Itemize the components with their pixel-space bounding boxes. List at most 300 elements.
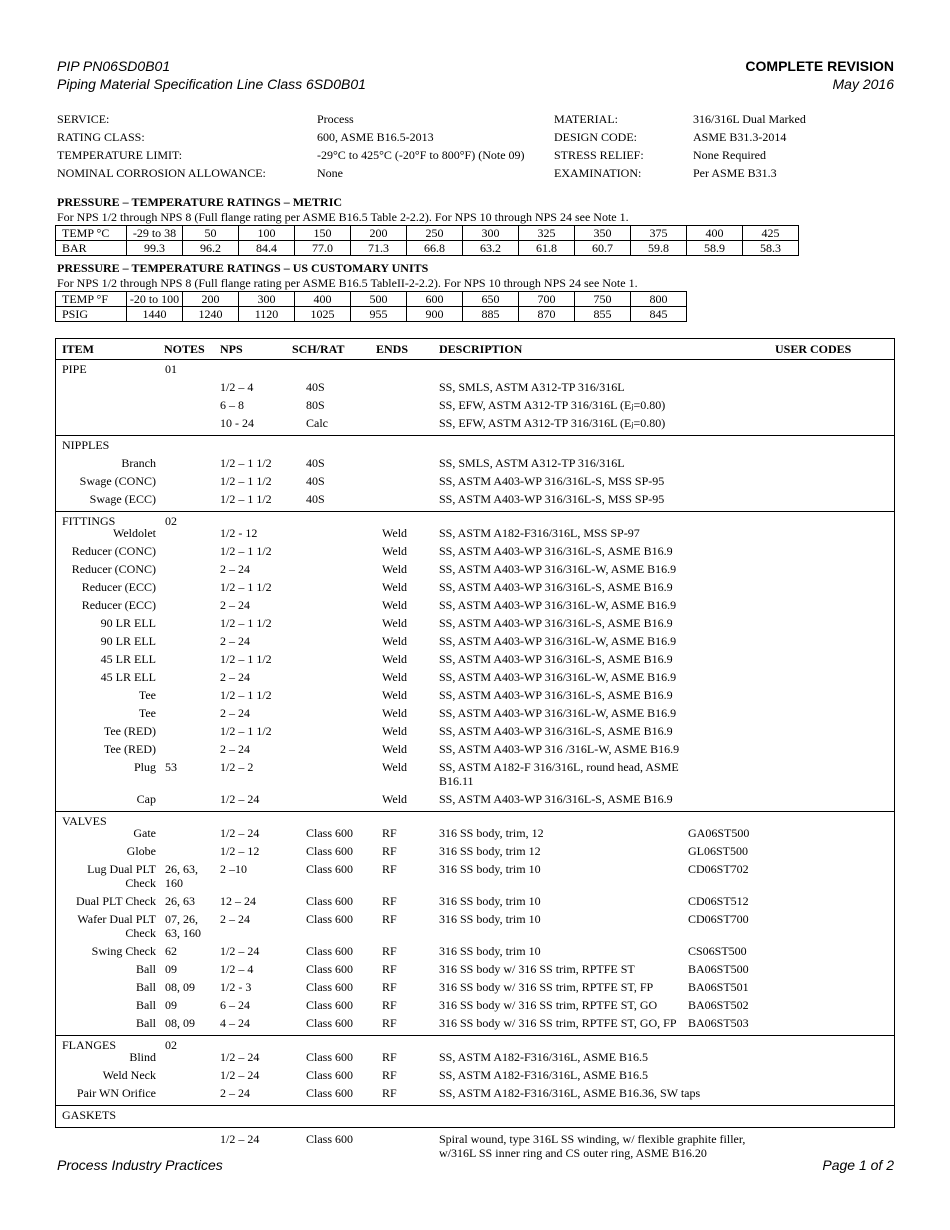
description-cell: 316 SS body, trim 10 [439,912,541,926]
description-cell: SS, ASTM A182-F316/316L, MSS SP-97 [439,526,640,540]
metric-note: For NPS 1/2 through NPS 8 (Full flange rating per ASME B16.5 Table 2-2.2). For NPS 10 through NPS 24 see Note 1. [57,210,629,224]
item-cell: Ball [136,998,156,1012]
group-name: VALVES [62,814,107,828]
table-row [56,542,894,560]
us-title: PRESSURE – TEMPERATURE RATINGS – US CUSTOMARY UNITS [57,261,429,275]
table-row [56,722,894,740]
nps-cell: 1/2 – 1 1/2 [220,492,272,506]
sch-rat-cell: 40S [306,474,325,488]
table-row [56,1048,894,1066]
metric-pressure-cell: 60.7 [575,241,631,256]
description-cell: SS, ASTM A403-WP 316/316L-S, ASME B16.9 [439,792,673,806]
info-row: TEMPERATURE LIMIT: -29°C to 425°C (-20°F to 800°F) (Note 09) [57,148,525,162]
notes-cell: 53 [165,760,177,774]
item-cell: Ball [136,1016,156,1030]
metric-pressure-label: BAR [56,241,127,256]
us-temp-cell: 300 [239,292,295,307]
ends-cell: Weld [382,724,408,738]
description-cell: 316 SS body w/ 316 SS trim, RPTFE ST, FP [439,980,654,994]
table-row [56,1084,894,1102]
table-row [56,614,894,632]
sch-rat-cell: Class 600 [306,894,354,908]
notes-cell: 26, 63, 160 [165,862,198,890]
ends-cell: RF [382,844,397,858]
nps-cell: 1/2 – 1 1/2 [220,688,272,702]
description-cell: Spiral wound, type 316L SS winding, w/ flexible graphite filler, w/316L SS inner ring and CS outer ring, ASME B16.20 [439,1132,746,1160]
group-name: FITTINGS [62,514,116,528]
us-pressure-cell: 1440 [127,307,183,322]
doc-id: PIP PN06SD0B01 [57,58,171,74]
sch-rat-cell: Class 600 [306,862,354,876]
table-row [56,524,894,542]
notes-cell: 26, 63 [165,894,195,908]
group-flanges [56,1035,894,1106]
metric-pressure-cell: 63.2 [463,241,519,256]
table-row [56,996,894,1014]
nps-cell: 1/2 – 24 [220,792,260,806]
ends-cell: RF [382,998,397,1012]
metric-temp-cell: 50 [183,226,239,241]
us-temp-cell: 700 [519,292,575,307]
group-name: NIPPLES [62,438,110,452]
footer-publisher: Process Industry Practices [57,1157,223,1173]
revision-label: COMPLETE REVISION [745,58,894,74]
item-cell: Tee [138,688,156,702]
us-temp-cell: 200 [183,292,239,307]
us-temp-cell: 400 [295,292,351,307]
metric-temp-row [56,226,799,241]
table-row [56,632,894,650]
description-cell: SS, ASTM A182-F316/316L, ASME B16.5 [439,1050,649,1064]
nps-cell: 1/2 – 1 1/2 [220,474,272,488]
nps-cell: 4 – 24 [220,1016,250,1030]
us-pressure-cell: 845 [631,307,687,322]
item-cell: Plug [133,760,156,774]
ends-cell: RF [382,912,397,926]
ends-cell: RF [382,1068,397,1082]
table-row [56,704,894,722]
description-cell: 316 SS body, trim 10 [439,944,541,958]
metric-temp-cell: 300 [463,226,519,241]
nps-cell: 6 – 24 [220,998,250,1012]
item-cell: Dual PLT Check [76,894,156,908]
nps-cell: 2 – 24 [220,634,250,648]
doc-title: Piping Material Specification Line Class 6SD0B01 [57,76,366,92]
table-row [56,842,894,860]
metric-pressure-cell: 58.9 [687,241,743,256]
item-cell: Globe [126,844,156,858]
item-cell: Reducer (ECC) [81,598,156,612]
sch-rat-cell: Class 600 [306,998,354,1012]
item-cell: Weldolet [112,526,156,540]
item-cell: Lug Dual PLT Check [87,862,156,890]
us-note: For NPS 1/2 through NPS 8 (Full flange rating per ASME B16.5 TableII-2-2.2). For NPS 10 through NPS 24 see Note 1. [57,276,638,290]
nps-cell: 1/2 - 3 [220,980,252,994]
metric-pressure-cell: 61.8 [519,241,575,256]
sch-rat-cell: Class 600 [306,1068,354,1082]
nps-cell: 1/2 – 1 1/2 [220,724,272,738]
item-cell: Tee (RED) [103,742,156,756]
document-header-left [57,57,366,93]
description-cell: SS, ASTM A403-WP 316/316L-W, ASME B16.9 [439,562,677,576]
us-temp-cell: 800 [631,292,687,307]
col-notes: NOTES [164,342,205,356]
table-row [56,378,894,396]
description-cell: SS, ASTM A182-F316/316L, ASME B16.36, SW taps [439,1086,701,1100]
table-row [56,1066,894,1084]
user-code-cell: CD06ST702 [688,862,749,876]
ends-cell: RF [382,826,397,840]
notes-cell: 62 [165,944,177,958]
user-code-cell: CD06ST512 [688,894,749,908]
info-row: STRESS RELIEF: None Required [554,148,766,162]
table-row [56,650,894,668]
description-cell: SS, EFW, ASTM A312-TP 316/316L (Eⱼ=0.80) [439,398,666,412]
item-cell: Reducer (ECC) [81,580,156,594]
nps-cell: 1/2 – 4 [220,380,254,394]
table-row [56,892,894,910]
sch-rat-cell: Class 600 [306,980,354,994]
sch-rat-cell: Class 600 [306,844,354,858]
metric-pressure-row [56,241,799,256]
ends-cell: Weld [382,792,408,806]
description-cell: SS, ASTM A403-WP 316/316L-S, MSS SP-95 [439,492,665,506]
nps-cell: 2 – 24 [220,598,250,612]
sch-rat-cell: 40S [306,456,325,470]
ends-cell: Weld [382,580,408,594]
metric-pressure-cell: 66.8 [407,241,463,256]
description-cell: 316 SS body, trim, 12 [439,826,544,840]
us-pressure-cell: 955 [351,307,407,322]
table-row [56,790,894,808]
user-code-cell: CS06ST500 [688,944,747,958]
description-cell: SS, SMLS, ASTM A312-TP 316/316L [439,456,625,470]
user-code-cell: BA06ST501 [688,980,749,994]
description-cell: SS, ASTM A182-F 316/316L, round head, ASME B16.11 [439,760,679,788]
table-row [56,490,894,508]
us-temp-cell: 650 [463,292,519,307]
metric-temp-cell: 325 [519,226,575,241]
ends-cell: RF [382,962,397,976]
table-row [56,668,894,686]
description-cell: SS, ASTM A403-WP 316/316L-S, MSS SP-95 [439,474,665,488]
description-cell: SS, EFW, ASTM A312-TP 316/316L (Eⱼ=0.80) [439,416,666,430]
group-notes: 01 [165,362,177,376]
group-nipples [56,435,894,512]
sch-rat-cell: Class 600 [306,1016,354,1030]
us-pressure-cell: 1025 [295,307,351,322]
ends-cell: Weld [382,634,408,648]
nps-cell: 1/2 - 12 [220,526,258,540]
nps-cell: 1/2 – 12 [220,844,260,858]
item-cell: Tee [138,706,156,720]
col-nps: NPS [220,342,243,356]
us-pressure-cell: 885 [463,307,519,322]
item-cell: Gate [133,826,156,840]
table-row [56,860,894,890]
item-cell: 90 LR ELL [100,634,156,648]
item-cell: 45 LR ELL [100,670,156,684]
us-pressure-cell: 870 [519,307,575,322]
ends-cell: RF [382,894,397,908]
description-cell: 316 SS body w/ 316 SS trim, RPTFE ST [439,962,635,976]
group-notes: 02 [165,1038,177,1052]
info-left [57,110,525,182]
item-cell: Swing Check [91,944,156,958]
us-pressure-cell: 1240 [183,307,239,322]
ends-cell: Weld [382,526,408,540]
us-temp-cell: -20 to 100 [127,292,183,307]
description-cell: SS, ASTM A403-WP 316/316L-S, ASME B16.9 [439,544,673,558]
metric-temp-cell: 425 [743,226,799,241]
col-item: ITEM [62,342,95,356]
metric-temp-cell: -29 to 38 [127,226,183,241]
metric-pressure-cell: 99.3 [127,241,183,256]
nps-cell: 1/2 – 24 [220,1132,260,1146]
nps-cell: 2 –10 [220,862,247,876]
nps-cell: 1/2 – 4 [220,962,254,976]
metric-ratings-table [55,225,799,256]
table-row [56,960,894,978]
col-sch-rat: SCH/RAT [292,342,345,356]
sch-rat-cell: Class 600 [306,1086,354,1100]
metric-temp-cell: 200 [351,226,407,241]
ends-cell: RF [382,944,397,958]
notes-cell: 08, 09 [165,980,195,994]
us-pressure-cell: 855 [575,307,631,322]
nps-cell: 12 – 24 [220,894,256,908]
user-code-cell: BA06ST503 [688,1016,749,1030]
table-row [56,1130,894,1160]
table-row [56,578,894,596]
sch-rat-cell: 80S [306,398,325,412]
footer-page-number: Page 1 of 2 [822,1157,894,1173]
sch-rat-cell: Class 600 [306,962,354,976]
info-row: MATERIAL: 316/316L Dual Marked [554,112,806,126]
nps-cell: 1/2 – 1 1/2 [220,544,272,558]
us-ratings-table [55,291,687,322]
metric-temp-cell: 400 [687,226,743,241]
description-cell: 316 SS body w/ 316 SS trim, RPTFE ST, GO [439,998,658,1012]
ends-cell: Weld [382,706,408,720]
info-row: SERVICE: Process [57,112,354,126]
nps-cell: 1/2 – 24 [220,826,260,840]
nps-cell: 2 – 24 [220,1086,250,1100]
item-cell: Ball [136,962,156,976]
nps-cell: 2 – 24 [220,670,250,684]
ends-cell: Weld [382,562,408,576]
us-pressure-cell: 1120 [239,307,295,322]
item-cell: 90 LR ELL [100,616,156,630]
notes-cell: 09 [165,998,177,1012]
user-code-cell: GL06ST500 [688,844,748,858]
nps-cell: 1/2 – 1 1/2 [220,456,272,470]
revision-date: May 2016 [832,76,894,92]
item-cell: Swage (ECC) [89,492,156,506]
description-cell: 316 SS body, trim 10 [439,894,541,908]
us-temp-cell: 500 [351,292,407,307]
table-row [56,414,894,432]
col-user-codes: USER CODES [775,342,852,356]
ends-cell: Weld [382,670,408,684]
group-title-row [56,360,894,378]
ends-cell: Weld [382,760,408,774]
spec-table-header [56,339,894,359]
nps-cell: 1/2 – 1 1/2 [220,616,272,630]
group-name: PIPE [62,362,87,376]
metric-pressure-cell: 71.3 [351,241,407,256]
notes-cell: 09 [165,962,177,976]
ends-cell: Weld [382,544,408,558]
nps-cell: 2 – 24 [220,912,250,926]
us-temp-cell: 600 [407,292,463,307]
metric-temp-cell: 150 [295,226,351,241]
table-row [56,560,894,578]
table-row [56,942,894,960]
description-cell: SS, SMLS, ASTM A312-TP 316/316L [439,380,625,394]
ends-cell: Weld [382,742,408,756]
table-row [56,454,894,472]
nps-cell: 2 – 24 [220,706,250,720]
metric-temp-cell: 100 [239,226,295,241]
nps-cell: 1/2 – 1 1/2 [220,580,272,594]
metric-temp-cell: 350 [575,226,631,241]
material-spec-table [55,338,895,1160]
user-code-cell: BA06ST500 [688,962,749,976]
sch-rat-cell: Class 600 [306,912,354,926]
table-row [56,1014,894,1032]
description-cell: SS, ASTM A403-WP 316/316L-W, ASME B16.9 [439,670,677,684]
item-cell: Swage (CONC) [79,474,156,488]
metric-pressure-cell: 77.0 [295,241,351,256]
table-row [56,396,894,414]
metric-temp-cell: 375 [631,226,687,241]
description-cell: SS, ASTM A182-F316/316L, ASME B16.5 [439,1068,649,1082]
sch-rat-cell: Calc [306,416,328,430]
user-code-cell: CD06ST700 [688,912,749,926]
info-row: RATING CLASS: 600, ASME B16.5-2013 [57,130,434,144]
description-cell: SS, ASTM A403-WP 316 /316L-W, ASME B16.9 [439,742,680,756]
us-temp-row [56,292,687,307]
table-row [56,740,894,758]
ends-cell: Weld [382,616,408,630]
table-row [56,472,894,490]
sch-rat-cell: Class 600 [306,1132,354,1146]
ends-cell: RF [382,1086,397,1100]
table-row [56,824,894,842]
us-pressure-cell: 900 [407,307,463,322]
ends-cell: Weld [382,652,408,666]
col-description: DESCRIPTION [439,342,523,356]
group-valves [56,811,894,1036]
description-cell: SS, ASTM A403-WP 316/316L-S, ASME B16.9 [439,688,673,702]
group-notes: 02 [165,514,177,528]
nps-cell: 1/2 – 2 [220,760,254,774]
ends-cell: RF [382,862,397,876]
item-cell: Reducer (CONC) [71,544,156,558]
nps-cell: 1/2 – 24 [220,944,260,958]
description-cell: SS, ASTM A403-WP 316/316L-S, ASME B16.9 [439,616,673,630]
ends-cell: Weld [382,598,408,612]
notes-cell: 08, 09 [165,1016,195,1030]
item-cell: Branch [121,456,156,470]
us-pressure-label: PSIG [56,307,127,322]
info-right [554,110,806,182]
item-cell: Pair WN Orifice [76,1086,156,1100]
description-cell: SS, ASTM A403-WP 316/316L-S, ASME B16.9 [439,652,673,666]
description-cell: SS, ASTM A403-WP 316/316L-S, ASME B16.9 [439,724,673,738]
item-cell: Ball [136,980,156,994]
nps-cell: 2 – 24 [220,742,250,756]
item-cell: Weld Neck [102,1068,156,1082]
sch-rat-cell: Class 600 [306,1050,354,1064]
us-pressure-row [56,307,687,322]
table-row [56,978,894,996]
ends-cell: RF [382,1050,397,1064]
table-row [56,596,894,614]
metric-pressure-cell: 58.3 [743,241,799,256]
us-temp-label: TEMP °F [56,292,127,307]
document-header-right [745,57,894,93]
metric-temp-cell: 250 [407,226,463,241]
ends-cell: RF [382,1016,397,1030]
info-row: NOMINAL CORROSION ALLOWANCE: None [57,166,343,180]
item-cell: 45 LR ELL [100,652,156,666]
nps-cell: 1/2 – 24 [220,1068,260,1082]
nps-cell: 10 - 24 [220,416,254,430]
nps-cell: 2 – 24 [220,562,250,576]
us-temp-cell: 750 [575,292,631,307]
description-cell: SS, ASTM A403-WP 316/316L-W, ASME B16.9 [439,706,677,720]
description-cell: 316 SS body, trim 12 [439,844,541,858]
group-name: GASKETS [62,1108,117,1122]
user-code-cell: BA06ST502 [688,998,749,1012]
nps-cell: 1/2 – 1 1/2 [220,652,272,666]
nps-cell: 1/2 – 24 [220,1050,260,1064]
col-ends: ENDS [376,342,409,356]
ends-cell: Weld [382,688,408,702]
item-cell: Blind [129,1050,156,1064]
metric-pressure-cell: 59.8 [631,241,687,256]
description-cell: SS, ASTM A403-WP 316/316L-W, ASME B16.9 [439,598,677,612]
item-cell: Tee (RED) [103,724,156,738]
description-cell: SS, ASTM A403-WP 316/316L-S, ASME B16.9 [439,580,673,594]
sch-rat-cell: Class 600 [306,826,354,840]
nps-cell: 6 – 8 [220,398,244,412]
group-title-row [56,1106,894,1124]
description-cell: 316 SS body w/ 316 SS trim, RPTFE ST, GO, FP [439,1016,677,1030]
user-code-cell: GA06ST500 [688,826,750,840]
metric-temp-label: TEMP °C [56,226,127,241]
group-pipe [56,359,894,436]
group-title-row [56,436,894,454]
item-cell: Reducer (CONC) [71,562,156,576]
table-row [56,910,894,940]
metric-title: PRESSURE – TEMPERATURE RATINGS – METRIC [57,195,343,209]
sch-rat-cell: Class 600 [306,944,354,958]
description-cell: 316 SS body, trim 10 [439,862,541,876]
info-row: EXAMINATION: Per ASME B31.3 [554,166,777,180]
metric-pressure-cell: 96.2 [183,241,239,256]
metric-pressure-cell: 84.4 [239,241,295,256]
description-cell: SS, ASTM A403-WP 316/316L-W, ASME B16.9 [439,634,677,648]
group-fittings [56,511,894,812]
notes-cell: 07, 26, 63, 160 [165,912,201,940]
info-row: DESIGN CODE: ASME B31.3-2014 [554,130,787,144]
item-cell: Cap [136,792,156,806]
sch-rat-cell: 40S [306,492,325,506]
table-row [56,758,894,788]
